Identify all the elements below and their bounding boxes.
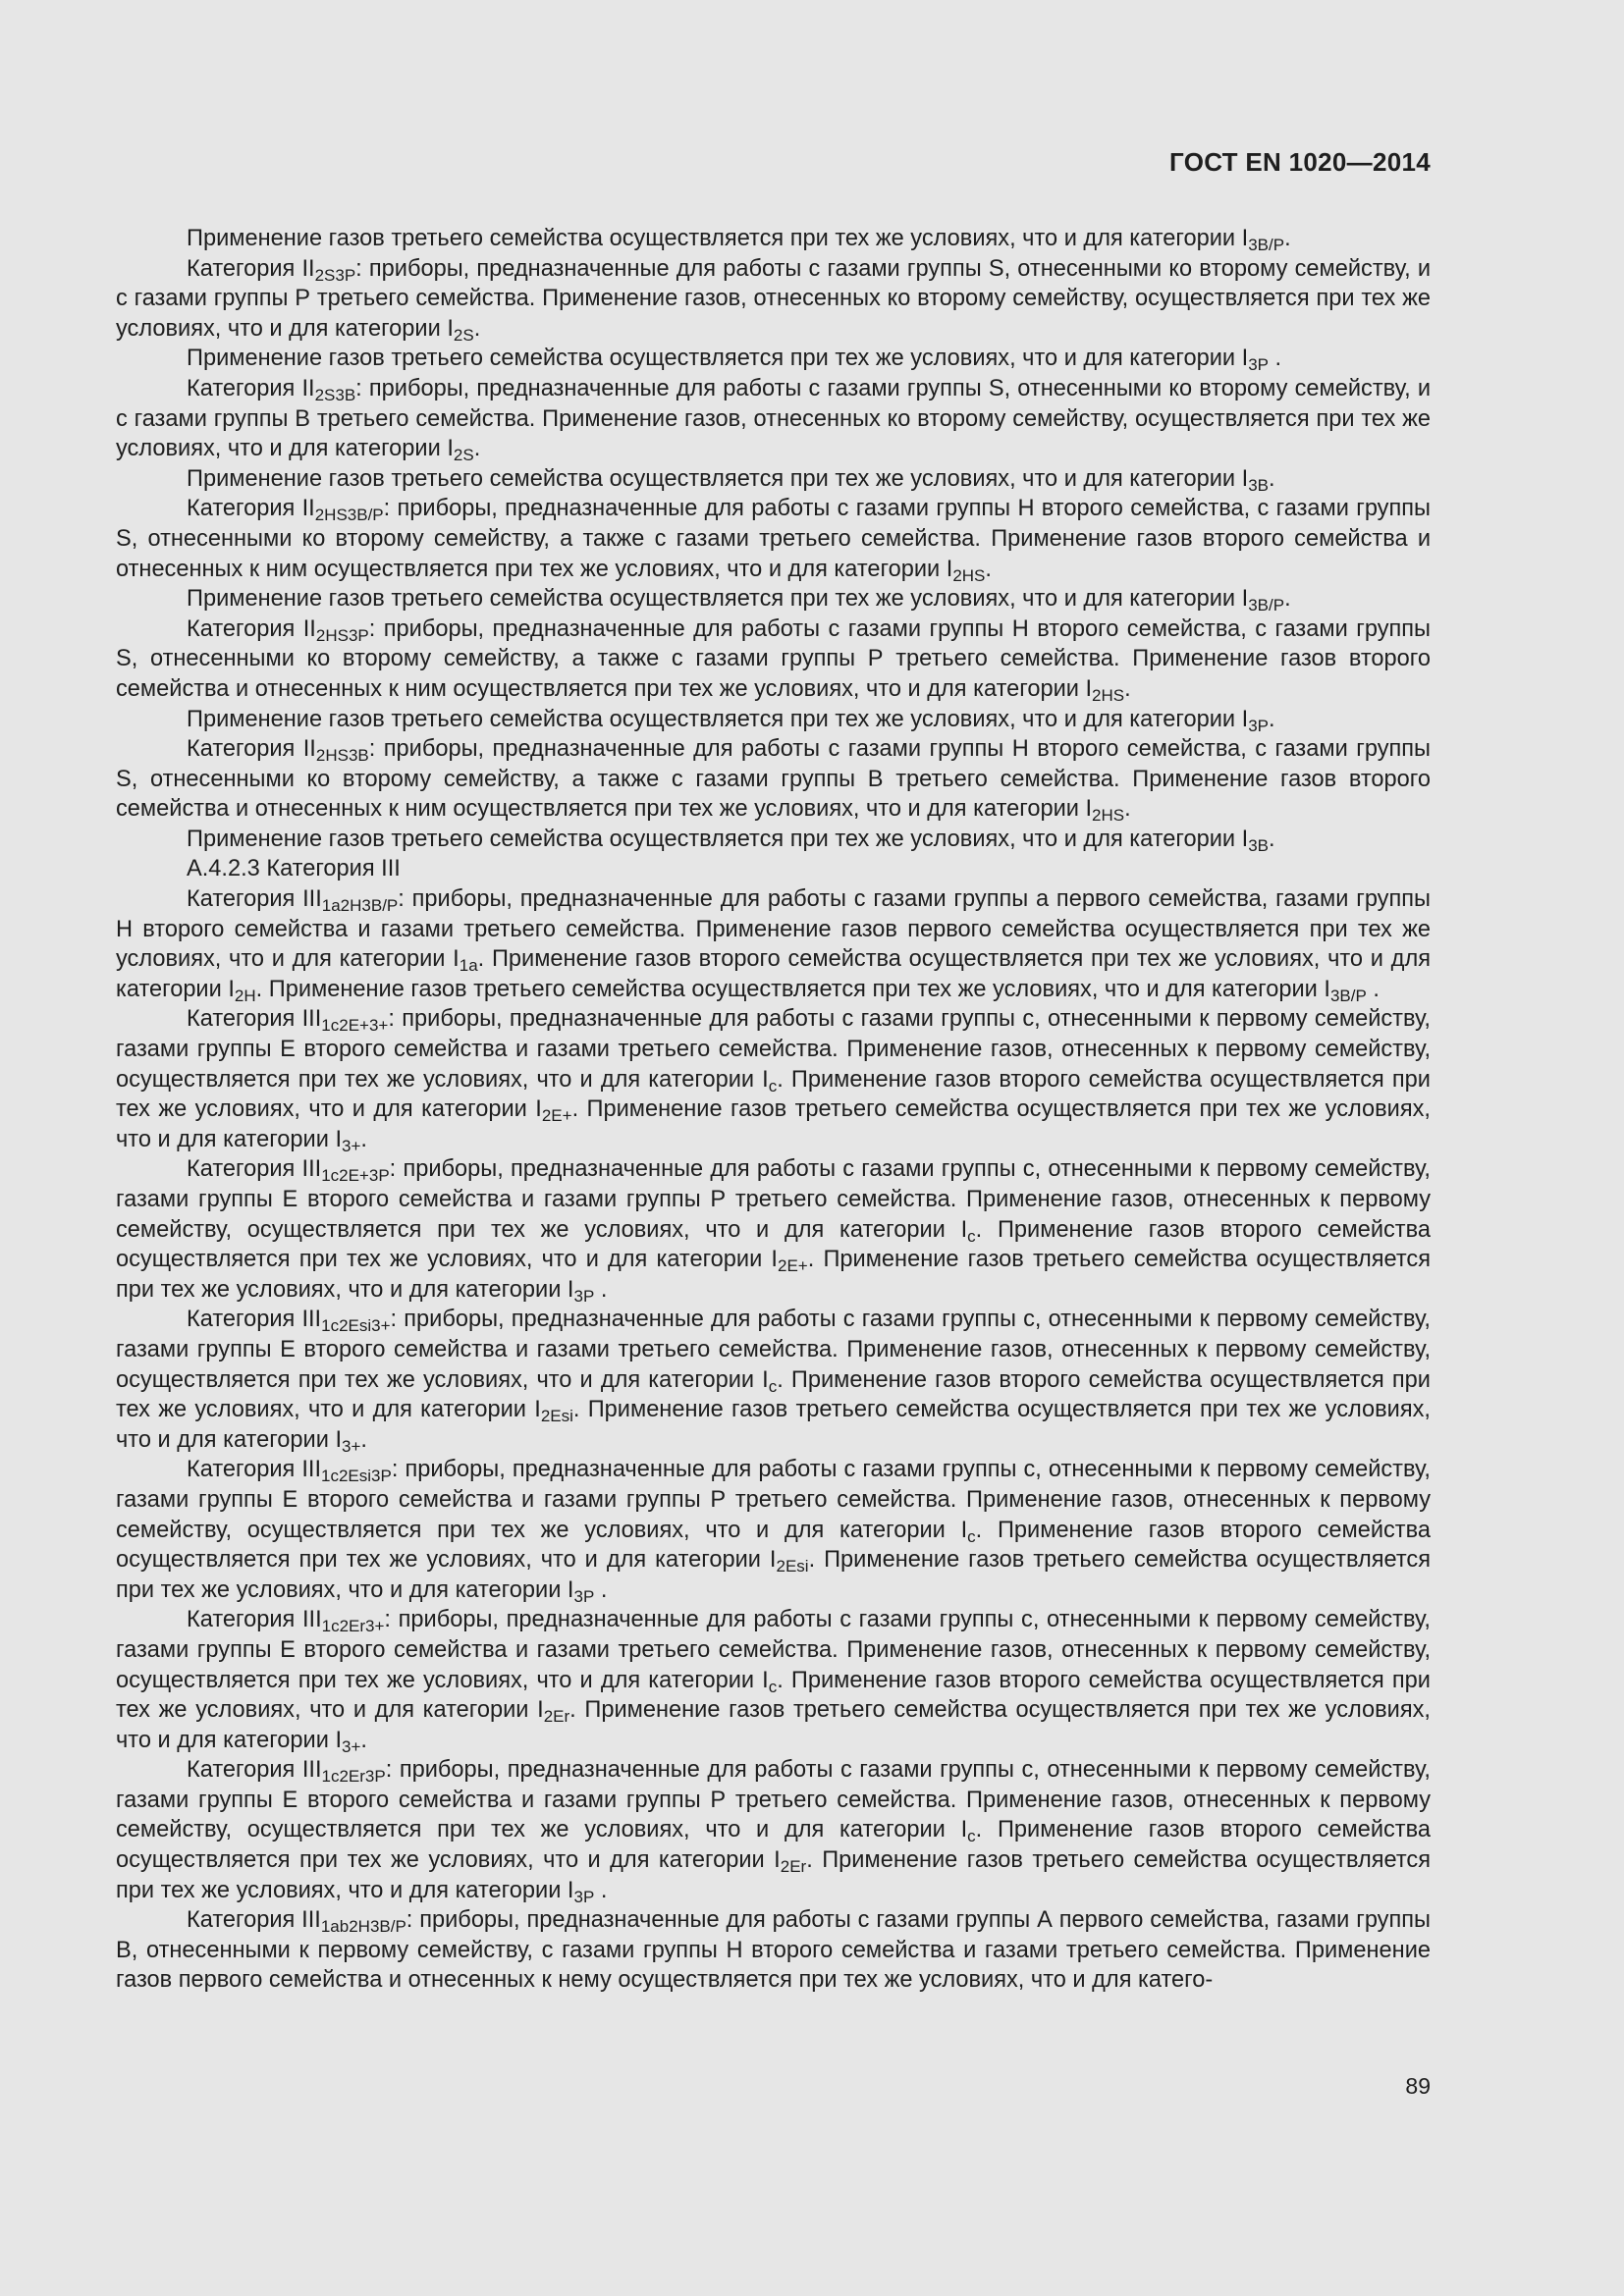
- paragraph-text: . Применение газов второго семейства осуществляется при тех же условиях, что и для категории I: [116, 1667, 1431, 1724]
- category-subscript: 2Esi: [540, 1407, 573, 1426]
- category-subscript: 3B/P: [1248, 596, 1285, 615]
- paragraph-text: .: [594, 1877, 608, 1903]
- paragraph-text: : приборы, предназначенные для работы с газами группы с, отнесенными к первому семейству, газами группы Е второго семейства и газами третьего семейства. Применение газов, отнесенных к первому семейству, осуществляется при тех же условиях, что и для категории I: [116, 1006, 1431, 1093]
- paragraph-text: . Применение газов третьего семейства осуществляется при тех же условиях, что и для категории I: [116, 1247, 1431, 1303]
- paragraph-text: . Применение газов третьего семейства осуществляется при тех же условиях, что и для категории I: [116, 1847, 1431, 1903]
- paragraph: [116, 1154, 1431, 1305]
- paragraph: [116, 734, 1431, 825]
- category-subscript: 2Er: [543, 1707, 570, 1727]
- category-subscript: 1c2Er3+: [321, 1617, 385, 1636]
- paragraph-text: .: [473, 315, 481, 342]
- category-subscript: 1ab2H3B/P: [320, 1917, 406, 1937]
- paragraph-text: . Применение газов третьего семейства осуществляется при тех же условиях, что и для категории I: [116, 1096, 1431, 1152]
- paragraph-text: .: [594, 1276, 608, 1303]
- paragraph-text: Категория III: [187, 1006, 322, 1033]
- category-subscript: 3P: [573, 1586, 595, 1606]
- paragraph: [116, 584, 1431, 614]
- paragraph: [116, 1755, 1431, 1905]
- category-subscript: c: [768, 1677, 778, 1696]
- paragraph-text: Категория III: [187, 1457, 322, 1483]
- paragraph: [116, 705, 1431, 735]
- category-subscript: 1c2Esi3+: [321, 1316, 391, 1336]
- paragraph-text: : приборы, предназначенные для работы с газами группы S, отнесенными ко второму семейству, и с газами группы Р третьего семейства. Применение газов, отнесенных ко второму семейству, осуществляется при тех же условиях, что и для категории I: [116, 255, 1431, 342]
- category-subscript: c: [967, 1827, 976, 1846]
- paragraph: [116, 1305, 1431, 1455]
- category-subscript: 1a2H3B/P: [321, 896, 399, 916]
- category-subscript: 3B: [1248, 835, 1269, 855]
- paragraph-text: .: [1284, 586, 1291, 613]
- paragraph-text: : приборы, предназначенные для работы с газами группы с, отнесенными к первому семейству, газами группы Е второго семейства и газами третьего семейства. Применение газов, отнесенных к первому семейству, осуществляется при тех же условиях, что и для категории I: [116, 1307, 1431, 1393]
- paragraph-text: .: [1269, 706, 1275, 732]
- category-subscript: 3B: [1248, 475, 1269, 495]
- paragraph: [116, 224, 1431, 254]
- paragraph-text: Категория III: [187, 1907, 321, 1934]
- paragraph-text: .: [1269, 465, 1275, 492]
- paragraph-text: . Применение газов второго семейства осуществляется при тех же условиях, что и для категории I: [116, 1366, 1431, 1423]
- category-subscript: 3+: [342, 1736, 361, 1756]
- category-subscript: 2Er: [780, 1857, 807, 1877]
- paragraph-text: .: [360, 1126, 367, 1152]
- paragraph-text: .: [360, 1426, 367, 1453]
- category-subscript: 1c2Esi3P: [321, 1467, 392, 1486]
- paragraph-text: Категория II: [187, 615, 316, 642]
- paragraph: [116, 494, 1431, 584]
- paragraph-text: Категория II: [187, 736, 316, 763]
- paragraph-text: .: [985, 556, 992, 582]
- category-subscript: 3P: [1248, 355, 1269, 375]
- paragraph: [116, 1004, 1431, 1154]
- paragraph-text: .: [1124, 796, 1131, 823]
- paragraph-text: . Применение газов второго семейства осуществляется при тех же условиях, что и для категории I: [116, 1216, 1432, 1273]
- category-subscript: c: [768, 1376, 778, 1396]
- paragraph-text: Категория II: [187, 496, 315, 522]
- category-subscript: 2E+: [778, 1256, 808, 1276]
- paragraph: [116, 1455, 1431, 1605]
- category-subscript: 3P: [573, 1887, 595, 1906]
- paragraph-text: : приборы, предназначенные для работы с газами группы Н второго семейства, с газами группы S, отнесенными ко второму семейству, а также с газами группы Р третьего семейства. Применение газов второго семейства и отнесенных к ним осуществляется при тех же условиях, что и для категории I: [116, 615, 1431, 702]
- category-subscript: 2E+: [541, 1106, 572, 1126]
- paragraph-text: .: [360, 1727, 367, 1753]
- paragraph-text: .: [594, 1576, 608, 1603]
- paragraph-text: : приборы, предназначенные для работы с газами группы с, отнесенными к первому семейству, газами группы Е второго семейства и газами группы Р третьего семейства. Применение газов, отнесенных к первому семейству, осуществляется при тех же условиях, что и для категории I: [116, 1757, 1431, 1843]
- paragraph-text: Категория III: [187, 886, 322, 913]
- page-number: 89: [1405, 2073, 1431, 2099]
- paragraph: [116, 1905, 1431, 1996]
- paragraph-text: Категория III: [187, 1757, 322, 1784]
- category-subscript: 3P: [1248, 716, 1269, 735]
- paragraph-text: Применение газов третьего семейства осуществляется при тех же условиях, что и для категории I: [187, 226, 1249, 251]
- paragraph-text: Категория III: [187, 1607, 322, 1633]
- paragraph: [116, 464, 1431, 495]
- paragraph: [116, 614, 1431, 705]
- standard-header: ГОСТ EN 1020—2014: [1169, 147, 1431, 177]
- category-subscript: c: [967, 1526, 976, 1546]
- paragraph: [116, 254, 1431, 345]
- category-subscript: 1c2Er3P: [321, 1767, 386, 1787]
- category-subscript: 2S: [453, 446, 474, 465]
- paragraph-text: Применение газов третьего семейства осуществляется при тех же условиях, что и для категории I: [187, 465, 1249, 492]
- paragraph: [116, 825, 1431, 855]
- paragraph-text: .: [1124, 675, 1131, 702]
- category-subscript: 2S3B: [314, 385, 356, 404]
- paragraph: [116, 344, 1431, 374]
- category-subscript: 2HS: [952, 565, 986, 585]
- category-subscript: 2S3P: [314, 265, 356, 285]
- paragraph-text: Применение газов третьего семейства осуществляется при тех же условиях, что и для категории I: [187, 586, 1249, 613]
- paragraph-text: . Применение газов второго семейства осуществляется при тех же условиях, что и для категории I: [116, 1517, 1432, 1574]
- category-subscript: 2HS: [1092, 685, 1125, 705]
- paragraph-text: . Применение газов третьего семейства осуществляется при тех же условиях, что и для категории I: [116, 1547, 1431, 1603]
- paragraph-text: . Применение газов второго семейства осуществляется при тех же условиях, что и для категории I: [116, 1817, 1432, 1874]
- category-subscript: 2HS3P: [315, 625, 369, 645]
- paragraph-text: А.4.2.3 Категория III: [187, 856, 401, 882]
- paragraph-text: Применение газов третьего семейства осуществляется при тех же условиях, что и для категории I: [187, 706, 1249, 732]
- category-subscript: 3+: [342, 1436, 361, 1456]
- paragraph-text: : приборы, предназначенные для работы с газами группы с, отнесенными к первому семейству, газами группы Е второго семейства и газами третьего семейства. Применение газов, отнесенных к первому семейству, осуществляется при тех же условиях, что и для категории I: [116, 1607, 1431, 1693]
- paragraph-text: . Применение газов третьего семейства осуществляется при тех же условиях, что и для категории I: [116, 1697, 1431, 1753]
- paragraph-text: .: [1284, 226, 1291, 251]
- paragraph: [116, 884, 1431, 1004]
- category-subscript: 3+: [342, 1136, 361, 1155]
- category-subscript: 1c2E+3P: [321, 1166, 390, 1186]
- category-subscript: 2S: [453, 325, 474, 345]
- paragraph-text: .: [473, 436, 481, 462]
- category-subscript: 1a: [459, 956, 478, 976]
- paragraph-text: : приборы, предназначенные для работы с газами группы Н второго семейства, с газами группы S, отнесенными ко второму семейству, а также с газами группы В третьего семейства. Применение газов второго семейства и отнесенных к ним осуществляется при тех же условиях, что и для категории I: [116, 736, 1431, 823]
- paragraph-text: Категория II: [187, 375, 315, 401]
- paragraph-text: .: [1269, 826, 1275, 852]
- paragraph-text: . Применение газов третьего семейства осуществляется при тех же условиях, что и для категории I: [255, 976, 1330, 1002]
- paragraph-text: Категория III: [187, 1156, 322, 1183]
- category-subscript: 2HS: [1092, 806, 1125, 826]
- paragraph-text: Категория II: [187, 255, 315, 282]
- category-subscript: c: [768, 1076, 778, 1095]
- paragraph-text: . Применение газов второго семейства осуществляется при тех же условиях, что и для категории I: [116, 1066, 1431, 1123]
- paragraph-text: : приборы, предназначенные для работы с газами группы S, отнесенными ко второму семейству, и с газами группы В третьего семейства. Применение газов, отнесенных ко второму семейству, осуществляется при тех же условиях, что и для категории I: [116, 375, 1431, 462]
- category-subscript: 3B/P: [1248, 236, 1285, 254]
- category-subscript: 1c2E+3+: [321, 1016, 389, 1036]
- paragraph: [116, 374, 1431, 464]
- category-subscript: 2HS3B/P: [314, 506, 384, 525]
- paragraph-text: . Применение газов второго семейства осуществляется при тех же условиях, что и для категории I: [116, 946, 1431, 1002]
- body-text: [116, 224, 1431, 1996]
- category-subscript: 2Esi: [776, 1557, 809, 1576]
- paragraph-text: Применение газов третьего семейства осуществляется при тех же условиях, что и для категории I: [187, 346, 1249, 372]
- paragraph-text: .: [1269, 346, 1282, 372]
- paragraph-text: : приборы, предназначенные для работы с газами группы А первого семейства, газами группы В, отнесенными к первому семейству, с газами группы Н второго семейства и газами третьего семейства. Применение газов первого семейства и отнесенных к нему осуществляется при тех же условиях, что и для катего-: [116, 1907, 1431, 1994]
- paragraph: [116, 1605, 1431, 1755]
- category-subscript: 3P: [573, 1286, 595, 1306]
- category-subscript: 2H: [234, 986, 256, 1005]
- category-subscript: 3B/P: [1329, 986, 1367, 1005]
- paragraph: [116, 854, 1431, 884]
- paragraph-text: . Применение газов третьего семейства осуществляется при тех же условиях, что и для категории I: [116, 1397, 1431, 1453]
- paragraph-text: Применение газов третьего семейства осуществляется при тех же условиях, что и для категории I: [187, 826, 1249, 852]
- paragraph-text: : приборы, предназначенные для работы с газами группы с, отнесенными к первому семейству, газами группы Е второго семейства и газами группы Р третьего семейства. Применение газов, отнесенных к первому семейству, осуществляется при тех же условиях, что и для категории I: [116, 1457, 1431, 1543]
- paragraph-text: .: [1366, 976, 1380, 1002]
- paragraph-text: Категория III: [187, 1307, 322, 1333]
- paragraph-text: : приборы, предназначенные для работы с газами группы Н второго семейства, с газами группы S, отнесенными ко второму семейству, а также с газами третьего семейства. Применение газов второго семейства и отнесенных к ним осуществляется при тех же условиях, что и для категории I: [116, 496, 1431, 582]
- category-subscript: 2HS3B: [315, 746, 369, 766]
- category-subscript: c: [967, 1226, 976, 1246]
- paragraph-text: : приборы, предназначенные для работы с газами группы а первого семейства, газами группы Н второго семейства и газами третьего семейства. Применение газов первого семейства осуществляется при тех же условиях, что и для категории I: [116, 886, 1431, 973]
- paragraph-text: : приборы, предназначенные для работы с газами группы с, отнесенными к первому семейству, газами группы Е второго семейства и газами группы Р третьего семейства. Применение газов, отнесенных к первому семейству, осуществляется при тех же условиях, что и для категории I: [116, 1156, 1431, 1243]
